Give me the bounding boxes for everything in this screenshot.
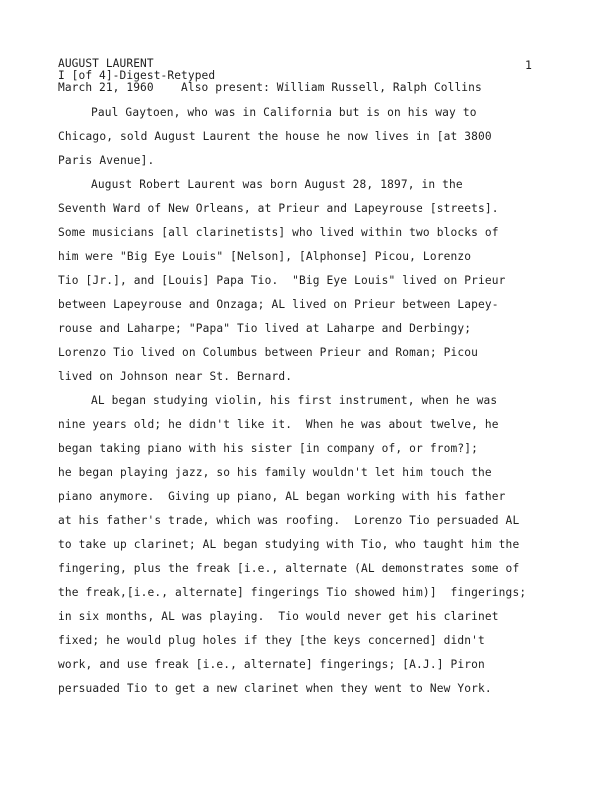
text-line: between Lapeyrouse and Onzaga; AL lived on Prieur between Lapey- xyxy=(58,298,499,311)
text-line: in six months, AL was playing. Tio would never get his clarinet xyxy=(58,610,499,623)
text-line: piano anymore. Giving up piano, AL began working with his father xyxy=(58,490,506,503)
date-line: March 21, 1960 Also present: William Russell, Ralph Collins xyxy=(58,81,482,94)
text-line: he began playing jazz, so his family wouldn't let him touch the xyxy=(58,466,492,479)
text-line: August Robert Laurent was born August 28, 1897, in the xyxy=(91,178,463,191)
text-line: fixed; he would plug holes if they [the keys concerned] didn't xyxy=(58,634,485,647)
text-line: at his father's trade, which was roofing. Lorenzo Tio persuaded AL xyxy=(58,514,520,527)
text-line: nine years old; he didn't like it. When he was about twelve, he xyxy=(58,418,499,431)
text-line: fingering, plus the freak [i.e., alternate (AL demonstrates some of xyxy=(58,562,520,575)
text-line: him were "Big Eye Louis" [Nelson], [Alphonse] Picou, Lorenzo xyxy=(58,250,472,263)
text-line: to take up clarinet; AL began studying with Tio, who taught him the xyxy=(58,538,520,551)
text-line: Seventh Ward of New Orleans, at Prieur and Lapeyrouse [streets]. xyxy=(58,202,499,215)
text-line: Some musicians [all clarinetists] who lived within two blocks of xyxy=(58,226,499,239)
text-line: lived on Johnson near St. Bernard. xyxy=(58,370,293,383)
text-line: AL began studying violin, his first instrument, when he was xyxy=(91,394,498,407)
page-number: 1 xyxy=(525,58,532,72)
text-line: rouse and Laharpe; "Papa" Tio lived at Laharpe and Derbingy; xyxy=(58,322,472,335)
text-line: began taking piano with his sister [in company of, or from?]; xyxy=(58,442,479,455)
text-line: persuaded Tio to get a new clarinet when they went to New York. xyxy=(58,682,492,695)
text-line: work, and use freak [i.e., alternate] fingerings; [A.J.] Piron xyxy=(58,658,485,671)
text-line: Tio [Jr.], and [Louis] Papa Tio. "Big Eye Louis" lived on Prieur xyxy=(58,274,506,287)
text-line: Lorenzo Tio lived on Columbus between Prieur and Roman; Picou xyxy=(58,346,479,359)
text-line: Paul Gaytoen, who was in California but is on his way to xyxy=(91,106,477,119)
text-line: Chicago, sold August Laurent the house he now lives in [at 3800 xyxy=(58,130,492,143)
interviewee-name: AUGUST LAURENT xyxy=(58,57,154,70)
text-line: the freak,[i.e., alternate] fingerings Tio showed him)] fingerings; xyxy=(58,586,527,599)
text-line: Paris Avenue]. xyxy=(58,154,155,167)
reel-label: I [of 4]-Digest-Retyped xyxy=(58,69,216,82)
